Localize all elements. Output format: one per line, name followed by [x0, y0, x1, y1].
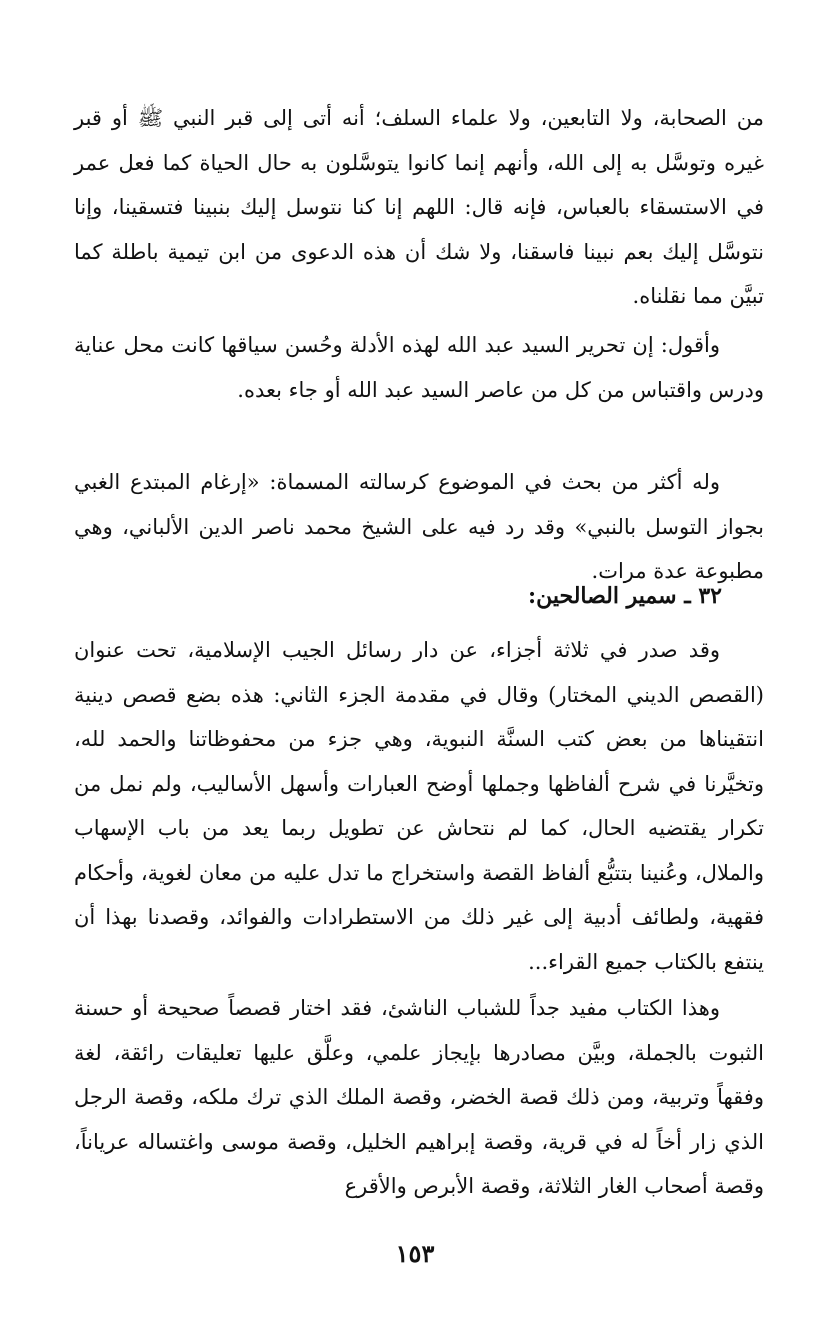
paragraph-text: وقد صدر في ثلاثة أجزاء، عن دار رسائل الجيب الإسلامية، تحت عنوان (القصص الديني المختار) وقال في مقدمة الجزء الثاني: هذه بضع قصص دينية انتقيناها من بعض كتب السنَّة النبوية، وهي جزء من محفوظاتنا والحمد لله، وتخيَّرنا في شرح ألفاظها وجملها أوضح العبارات وأسهل الأساليب، ولم نمل من تكرار يقتضيه الحال، كما لم نتحاش عن تطويل ربما يعد من باب الإسهاب والملال، وعُنينا بتتبُّع ألفاظ القصة واستخراج ما تدل عليه من معان لغوية، وأحكام فقهية، ولطائف أدبية إلى غير ذلك من الاستطرادات والفوائد، وقصدنا بهذا أن ينتفع بالكتاب جميع القراء...	[74, 638, 764, 974]
paragraph-author-comment	[74, 323, 764, 412]
paragraph-text: وله أكثر من بحث في الموضوع كرسالته المسماة: «إرغام المبتدع الغبي بجواز التوسل بالنبي» وقد رد فيه على الشيخ محمد ناصر الدين الألباني، وهي مطبوعة عدة مرات.	[74, 470, 764, 583]
paragraph-continuation	[74, 96, 764, 319]
page-number: ١٥٣	[395, 1239, 435, 1268]
paragraph-text: وأقول: إن تحرير السيد عبد الله لهذه الأدلة وحُسن سياقها كانت محل عناية ودرس واقتباس من كل من عاصر السيد عبد الله أو جاء بعده.	[74, 333, 764, 402]
section-heading: ٣٢ ـ سمير الصالحين:	[527, 583, 722, 609]
paragraph-book-evaluation	[74, 986, 764, 1209]
paragraph-text: من الصحابة، ولا التابعين، ولا علماء السلف؛ أنه أتى إلى قبر النبي ﷺ أو قبر غيره وتوسَّل به إلى الله، وأنهم إنما كانوا يتوسَّلون به حال الحياة كما فعل عمر في الاستسقاء بالعباس، فإنه قال: اللهم إنا كنا نتوسل إليك بنبينا فتسقينا، وإنا نتوسَّل إليك بعم نبينا فاسقنا، ولا شك أن هذه الدعوى من ابن تيمية باطلة كما تبيَّن مما نقلناه.	[74, 106, 764, 308]
paragraph-book-description	[74, 628, 764, 984]
paragraph-text: وهذا الكتاب مفيد جداً للشباب الناشئ، فقد اختار قصصاً صحيحة أو حسنة الثبوت بالجملة، وبيَّن مصادرها بإيجاز علمي، وعلَّق عليها تعليقات رائقة، لغة وفقهاً وتربية، ومن ذلك قصة الخضر، وقصة الملك الذي ترك ملكه، وقصة الرجل الذي زار أخاً له في قرية، وقصة إبراهيم الخليل، وقصة موسى واغتساله عرياناً، وقصة أصحاب الغار الثلاثة، وقصة الأبرص والأقرع	[74, 996, 764, 1198]
